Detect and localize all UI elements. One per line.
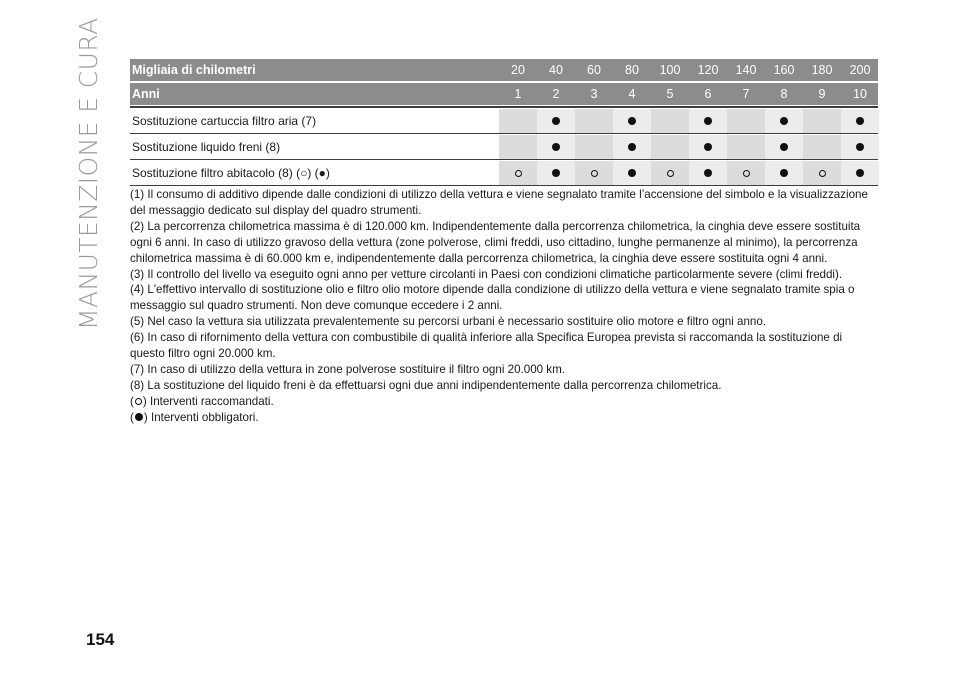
mark-cell [727,109,765,133]
header-km-cell: 100 [659,63,681,77]
header-km-cell: 60 [587,63,601,77]
section-side-title: MANUTENZIONE E CURA [74,17,103,330]
mark-cell [537,161,575,185]
footnote-item: (2) La percorrenza chilometrica massima è di 120.000 km. Indipendentemente dalla percorrenza chilometrica, la cinghia deve essere sostituita ogni 6 anni. In caso di utilizzo gravoso della vettura (zone polverose, climi freddi, uso cittadino, lunghe permanenze al minimo), la percorrenza chilometrica massima è di 60.000 km e, indipendentemente dalla percorrenza chilometrica, la cinghia deve essere sostituita ogni 4 anni. [130,219,861,265]
mark-cell [689,109,727,133]
header-years-label: Anni [132,87,160,101]
filled-dot-icon [628,169,636,177]
footnote-item: (7) In caso di utilizzo della vettura in zone polverose sostituire il filtro ogni 20.000 km. [130,362,565,376]
mark-cell [651,161,689,185]
header-years-cell: 2 [552,87,560,101]
footnote-item: (4) L'effettivo intervallo di sostituzione olio e filtro olio motore dipende dalla condizione di utilizzo della vettura e viene segnalato tramite spia o messaggio sul quadro strumenti. Non deve comunque eccedere i 2 anni. [130,283,855,313]
mark-cell [803,109,841,133]
filled-dot-icon [780,117,788,125]
header-km-cell: 200 [849,63,871,77]
header-km-values [499,59,879,81]
mark-cell [803,135,841,159]
filled-dot-icon [704,143,712,151]
filled-dot-icon [704,117,712,125]
row-marks [499,109,879,133]
footnote-item: (5) Nel caso la vettura sia utilizzata prevalentemente su percorsi urbani è necessario sostituire olio motore e filtro ogni anno. [130,315,767,329]
header-divider [130,106,878,108]
legend-recommended-text: Interventi raccomandati. [149,394,274,408]
table-body [130,109,878,186]
header-km-cell: 160 [773,63,795,77]
header-years-values [499,83,879,105]
ring-icon [743,170,750,177]
row-label: Sostituzione liquido freni (8) [132,140,281,154]
mark-cell [841,109,879,133]
mark-cell [651,135,689,159]
table-row [130,135,878,160]
ring-icon [667,170,674,177]
mark-cell [575,135,613,159]
row-marks [499,161,879,185]
mark-cell [499,109,537,133]
footnote-item: (3) Il controllo del livello va eseguito ogni anno per vetture circolanti in Paesi con condizioni climatiche particolarmente severe (climi freddi). [130,267,843,281]
header-years-row [130,83,878,105]
filled-dot-icon [552,117,560,125]
mark-cell [499,161,537,185]
mark-cell [575,109,613,133]
filled-dot-icon [704,169,712,177]
header-years-cell: 4 [628,87,636,101]
mark-cell [613,161,651,185]
legend-mandatory: ( ) Interventi obbligatori. [130,410,259,424]
filled-dot-icon [856,169,864,177]
header-km-cell: 140 [735,63,757,77]
page-number: 154 [86,630,115,649]
mark-cell [841,161,879,185]
row-label: Sostituzione filtro abitacolo (8) (○) (●) [132,166,330,180]
mark-cell [727,135,765,159]
filled-dot-icon [628,117,636,125]
mark-cell [689,135,727,159]
filled-dot-icon [552,169,560,177]
mark-cell [651,109,689,133]
footnote-item: (6) In caso di rifornimento della vettura con combustibile di qualità inferiore alla Specifica Europea prevista si raccomanda la sostituzione di questo filtro ogni 20.000 km. [130,331,843,361]
mark-cell [765,135,803,159]
table-row [130,161,878,186]
mark-cell [499,135,537,159]
footnote-list [130,187,880,394]
filled-dot-icon [628,143,636,151]
mark-cell [537,135,575,159]
table-row [130,109,878,134]
filled-dot-icon [780,143,788,151]
row-label: Sostituzione cartuccia filtro aria (7) [132,114,317,128]
mark-cell [537,109,575,133]
mark-cell [765,109,803,133]
ring-icon [135,398,142,405]
header-km-cell: 80 [625,63,639,77]
filled-dot-icon [856,143,864,151]
footnote-item: (8) La sostituzione del liquido freni è da effettuarsi ogni due anni indipendentemente dalla percorrenza chilometrica. [130,378,722,392]
footnotes [130,187,880,426]
row-marks [499,135,879,159]
footnote-item: (1) Il consumo di additivo dipende dalle condizioni di utilizzo della vettura e viene segnalato tramite l’accensione del simbolo e la visualizzazione del messaggio dedicato sul display del quadro strumenti. [130,188,868,217]
filled-dot-icon [780,169,788,177]
header-km-label: Migliaia di chilometri [132,63,256,77]
mark-cell [575,161,613,185]
header-years-cell: 1 [514,87,522,101]
header-years-cell: 8 [780,87,788,101]
header-km-cell: 20 [511,63,525,77]
filled-dot-icon [856,117,864,125]
mark-cell [727,161,765,185]
header-years-cell: 3 [590,87,598,101]
filled-dot-icon [552,143,560,151]
header-years-cell: 6 [704,87,712,101]
legend-mandatory-text: Interventi obbligatori. [150,410,259,424]
mark-cell [613,109,651,133]
header-km-cell: 120 [697,63,719,77]
header-years-cell: 7 [742,87,750,101]
ring-icon [591,170,598,177]
mark-cell [841,135,879,159]
header-km-row [130,59,878,81]
ring-icon [819,170,826,177]
mark-cell [689,161,727,185]
header-km-cell: 40 [549,63,563,77]
header-years-cell: 10 [853,87,867,101]
mark-cell [765,161,803,185]
mark-cell [613,135,651,159]
maintenance-table [130,59,878,186]
header-years-cell: 9 [818,87,826,101]
ring-icon [515,170,522,177]
mark-cell [803,161,841,185]
header-km-cell: 180 [811,63,833,77]
filled-dot-icon [135,413,143,421]
header-years-cell: 5 [666,87,674,101]
legend-recommended: ( ) Interventi raccomandati. [130,394,274,408]
